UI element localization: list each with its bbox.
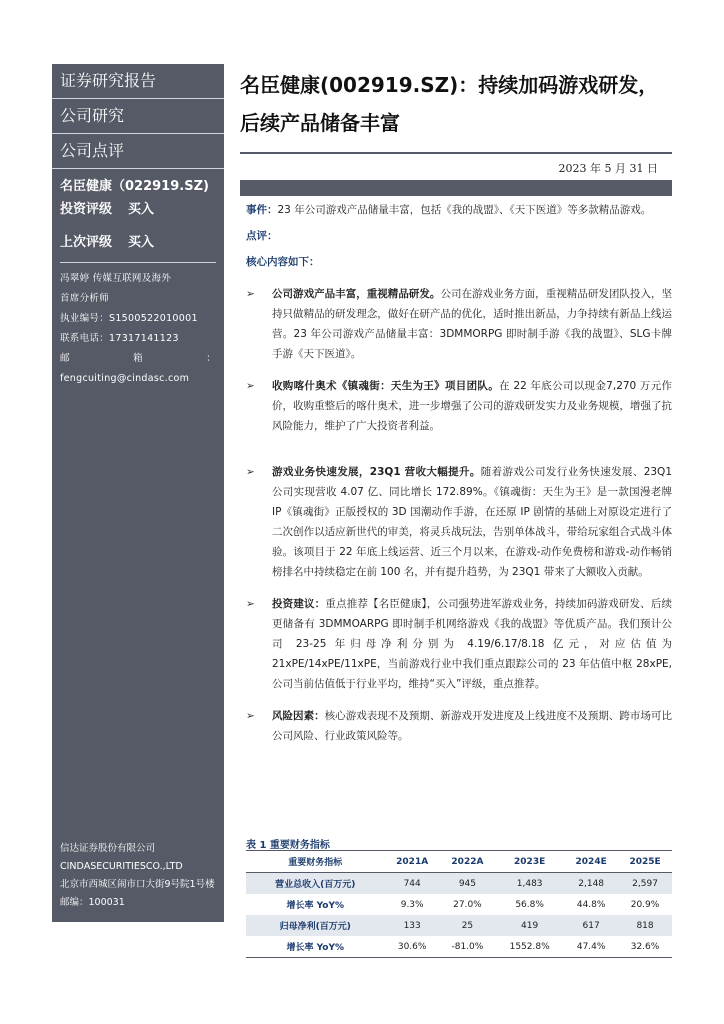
table-cell: 818 (618, 915, 672, 936)
spacer (246, 436, 672, 450)
rating-block (52, 169, 224, 258)
financial-table (246, 851, 672, 958)
sidebar-band-comment: 公司点评 (52, 134, 224, 169)
table-header-row (246, 851, 672, 873)
bullet-item (246, 462, 672, 582)
rating-row (60, 198, 216, 221)
email-label: 邮 (60, 353, 70, 364)
table-cell: 47.4% (564, 936, 618, 958)
arrow-bullet-icon: ➢ (246, 710, 255, 722)
title-line-2: 后续产品储备丰富 (240, 111, 400, 135)
table-cell: 1,483 (495, 873, 564, 895)
firm-name-en: CINDASECURITIESCO.,LTD (60, 861, 183, 872)
table-cell: 945 (440, 873, 495, 895)
report-body (246, 200, 672, 746)
arrow-bullet-icon: ➢ (246, 466, 255, 478)
event-label: 事件： (246, 204, 278, 216)
arrow-bullet-icon: ➢ (246, 380, 255, 392)
title-line-1: 名臣健康(002919.SZ)：持续加码游戏研发， (240, 73, 659, 97)
report-title (240, 66, 680, 142)
rating-label: 投资评级 (60, 202, 113, 217)
bullet-text: 在 22 年底公司以现金7,270 万元作价，收购重整后的喀什奥术，进一步增强了公司的游戏研发实力及业务规模，增强了抗风险能力，维护了广大投资者利益。 (272, 380, 673, 432)
table-cell: 30.6% (385, 936, 440, 958)
table-caption: 表 1 重要财务指标 (246, 840, 330, 851)
prev-rating-value: 买入 (128, 235, 155, 250)
table-cell: 44.8% (576, 899, 606, 910)
table-cell: 1552.8% (495, 936, 564, 958)
row-label: 增长率 YoY% (246, 936, 385, 958)
bullet-heading: 投资建议： (272, 598, 326, 610)
table-header-cell: 2024E (564, 851, 618, 873)
bullet-heading: 风险因素： (272, 710, 325, 722)
bullet-heading: 游戏业务快速发展，23Q1 营收大幅提升。 (272, 466, 481, 478)
table-cell: 2,597 (618, 873, 672, 895)
email-label-2: 箱 (133, 353, 143, 364)
firm-address: 北京市西城区闹市口大街9号院1号楼 (60, 879, 215, 890)
bullet-text: 随着游戏公司发行业务快速发展、23Q1 公司实现营收 4.07 亿、同比增长 172.89%。《镇魂街：天生为王》是一款国漫老牌 IP《镇魂街》正版授权的 3D 国潮动作手游，在还原 IP 剧情的基础上对原设定进行了二次创作以适应新世代的审美，将灵兵战玩法，告别单体战斗，带给玩家组合式战斗体验。该项目于 22 年底上线运营、近三个月以来，在游戏-动作免费榜和游戏-动作畅销榜排名中持续稳定在前 100 名，并有提升趋势，为 23Q1 带来了大额收入贡献。 (272, 466, 673, 578)
event-text: 23 年公司游戏产品储量丰富，包括《我的战盟》、《天下医道》等多款精品游戏。 (277, 204, 652, 216)
analyst-license: 执业编号：S1500522010001 (60, 313, 198, 324)
table-row (246, 894, 672, 915)
table-cell: 133 (385, 915, 440, 936)
analyst-email[interactable]: fengcuiting@cindasc.com (60, 373, 190, 384)
review-label: 点评： (246, 230, 278, 242)
sidebar-band-company-research: 公司研究 (52, 99, 224, 134)
table-cell: -81.0% (440, 936, 495, 958)
email-label-row (60, 349, 216, 369)
row-label: 归母净利(百万元) (246, 915, 385, 936)
bullet-heading: 收购喀什奥术《镇魂街：天生为王》项目团队。 (272, 380, 500, 392)
firm-info (60, 840, 215, 912)
table-row (246, 915, 672, 936)
bullet-item (246, 706, 672, 746)
analyst-name: 冯翠婷 传媒互联网及海外 (60, 273, 172, 284)
bullet-text: 重点推荐【名臣健康】，公司强势进军游戏业务，持续加码游戏研发、后续更储备有 3DMMOARPG 即时制手机网络游戏《我的战盟》等优质产品。我们预计公司 23-25 年归母净利分别为 4.19/6.17/8.18 亿元，对应估值为 21xPE/14xPE/11xPE，当前游戏行业中我们重点跟踪公司的 23 年估值中枢 28xPE,公司当前估值低于行业平均，维持“买入”评级，重点推荐。 (272, 598, 673, 690)
prev-rating-row (60, 231, 216, 254)
report-date: 2023 年 5 月 31 日 (558, 162, 658, 175)
analyst-info (52, 269, 224, 389)
row-label: 增长率 YoY% (286, 901, 345, 911)
firm-postcode: 邮编：100031 (60, 897, 125, 908)
table-cell: 32.6% (618, 936, 672, 958)
sidebar-divider (60, 262, 216, 263)
bullet-item (246, 376, 672, 436)
email-colon: ： (206, 353, 216, 364)
core-label: 核心内容如下： (246, 256, 320, 268)
firm-name-cn: 信达证券股份有限公司 (60, 843, 156, 854)
sidebar (52, 64, 224, 922)
table-header-cell: 2023E (495, 851, 564, 873)
bullet-text: 公司在游戏业务方面，重视精品研发团队投入，坚持只做精品的研发理念，做好在研产品的优化，适时推出新品，力争持续有新品上线运营。23 年公司游戏产品储量丰富：3DMMORPG 即时制手游《我的战盟》、SLG卡牌手游《天下医道》。 (272, 288, 673, 360)
table-cell: 2,148 (564, 873, 618, 895)
table-cell: 27.0% (453, 899, 482, 910)
bullet-item (246, 594, 672, 694)
bullet-item (246, 284, 672, 364)
table-header-cell: 2022A (440, 851, 495, 873)
analyst-phone: 联系电话：17317141123 (60, 333, 179, 344)
core-heading (246, 252, 672, 272)
table-row (246, 936, 672, 958)
bullet-heading: 公司游戏产品丰富，重视精品研发。 (272, 288, 441, 300)
table-header-cell: 重要财务指标 (246, 851, 385, 873)
bullet-text: 核心游戏表现不及预期、新游戏开发进度及上线进度不及预期、跨市场可比公司风险、行业政策风险等。 (272, 710, 673, 742)
table-cell: 9.3% (400, 899, 424, 910)
event-paragraph (246, 200, 672, 220)
arrow-bullet-icon: ➢ (246, 288, 255, 300)
table-cell: 25 (440, 915, 495, 936)
table-cell: 744 (385, 873, 440, 895)
title-divider (240, 152, 672, 154)
header-bar (240, 180, 672, 196)
table-header-cell: 2021A (385, 851, 440, 873)
review-heading (246, 226, 672, 246)
table-cell: 56.8% (515, 899, 544, 910)
arrow-bullet-icon: ➢ (246, 598, 255, 610)
table-cell: 617 (564, 915, 618, 936)
analyst-title: 首席分析师 (60, 293, 110, 304)
table-header-cell: 2025E (618, 851, 672, 873)
company-ticker: 名臣健康（022919.SZ) (60, 179, 209, 194)
rating-value: 买入 (128, 202, 155, 217)
table-cell: 419 (495, 915, 564, 936)
sidebar-band-report: 证券研究报告 (52, 64, 224, 99)
row-label: 营业总收入(百万元) (246, 873, 385, 895)
prev-rating-label: 上次评级 (60, 235, 113, 250)
table-cell: 20.9% (630, 899, 660, 910)
table-row (246, 873, 672, 895)
